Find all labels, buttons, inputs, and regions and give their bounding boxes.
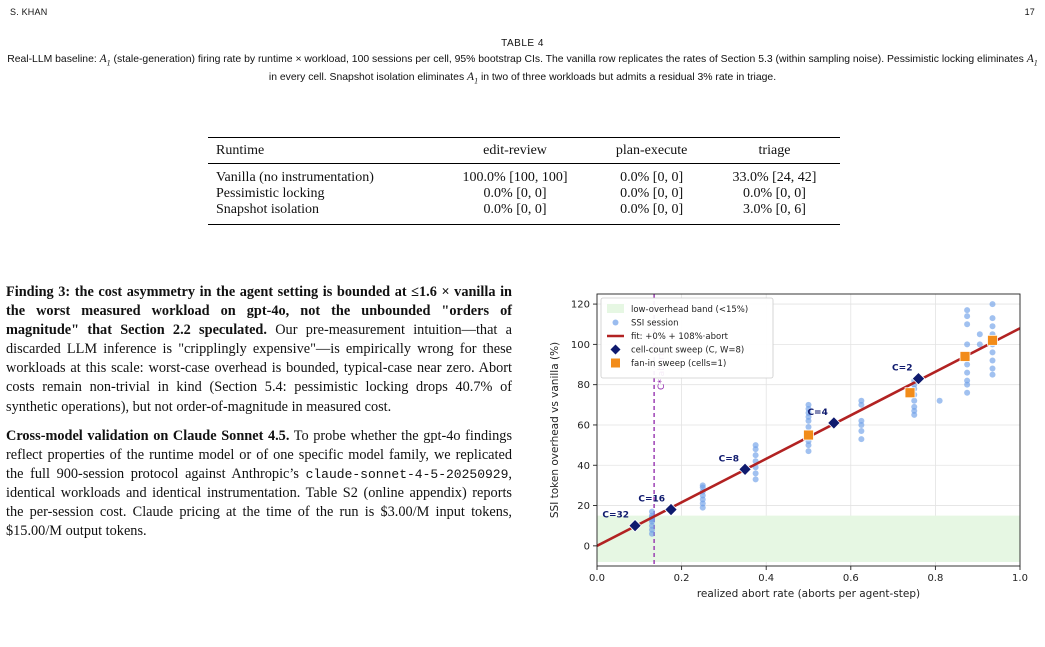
- finding-text: Our pre-measurement intuition—that a discarded LLM inference is "cripplingly expensive"—is empirically wrong for these workloads at this scale: worst-case overhead is bounded, typical-case near zero. Abort costs remain non-trivial in kind (Section 5.4: pessimistic locking drops 40.7% of synthetic operations), but not order-of-magnitude in measured cost.: [6, 322, 512, 415]
- legend: [601, 298, 773, 378]
- caption-part-1: Real-LLM baseline:: [7, 54, 100, 65]
- caption-part-2: (stale-generation) firing rate by runtime × workload, 100 sessions per cell, 95% bootstrap CIs. The vanilla row replicates the rates of Section 5.3 (within sampling noise). Pessimistic locking eliminates: [110, 54, 1027, 65]
- ssi-session-point: [937, 398, 943, 404]
- finding-title: Finding 3: the cost asymmetry in the agent setting is bounded at ≤1.6 × vanilla in the worst measured workload on gpt-4o, not the unbounded "orders of magnitude" that Section 2.2 speculated.: [6, 284, 512, 339]
- y-tick-label: 100: [570, 339, 590, 351]
- column-header-edit-review: edit-review: [483, 143, 547, 158]
- x-tick-label: 0.8: [927, 573, 944, 584]
- abort-overhead-figure: [545, 284, 1035, 614]
- ssi-session-point: [858, 398, 864, 404]
- caption-part-3: in every cell. Snapshot isolation eliminates: [268, 72, 468, 84]
- y-tick-label: 120: [570, 299, 590, 311]
- ssi-session-point: [858, 428, 864, 434]
- ssi-session-point: [753, 476, 759, 482]
- page-number: 17: [1024, 7, 1035, 17]
- ssi-session-point: [753, 452, 759, 458]
- fan-in-marker: [960, 351, 970, 361]
- finding-paragraph: [6, 283, 512, 417]
- table-cell: Pessimistic locking: [216, 186, 325, 201]
- table-cell: 33.0% [24, 42]: [732, 170, 817, 185]
- cell-count-label: C=2: [892, 363, 913, 374]
- cross-model-text-2: , identical workloads and identical instrumentation. Table S2 (online appendix) reports the per-session cost. Claude pricing at the time of the run is $3.00/M input tokens, $15.00/M output tokens.: [6, 465, 512, 540]
- ssi-session-point: [964, 362, 970, 368]
- table-cell: 0.0% [0, 0]: [620, 186, 684, 201]
- cross-model-text-1: To probe whether the gpt-4o findings reflect properties of the runtime model or of one specific model family, we replicated the full 900-session protocol against Anthropic’s: [6, 427, 513, 482]
- legend-label: fit: +0% + 108%·abort: [631, 332, 729, 342]
- cell-count-label: C=16: [638, 494, 666, 505]
- legend-band-swatch: [607, 304, 624, 313]
- table-header-row: [208, 138, 840, 164]
- ssi-session-point: [964, 341, 970, 347]
- x-tick-label: 0.4: [758, 573, 775, 584]
- ssi-session-point: [806, 424, 812, 430]
- ssi-session-point: [964, 307, 970, 313]
- model-identifier: claude-sonnet-4-5-20250929: [305, 466, 509, 482]
- fan-in-marker: [804, 430, 814, 440]
- ssi-session-point: [964, 321, 970, 327]
- table-cell: 3.0% [0, 6]: [742, 202, 806, 217]
- low-overhead-band: [597, 516, 1020, 562]
- running-head-author: S. KHAN: [10, 7, 48, 17]
- x-tick-label: 0.0: [589, 573, 605, 584]
- ssi-session-point: [964, 390, 970, 396]
- ssi-session-point: [806, 402, 812, 408]
- running-head: [10, 7, 1035, 19]
- ssi-session-point: [700, 482, 706, 488]
- x-tick-label: 1.0: [1012, 573, 1028, 584]
- legend-label: low-overhead band (<15%): [631, 305, 749, 315]
- ssi-session-point: [753, 442, 759, 448]
- table-cell: 0.0% [0, 0]: [742, 186, 806, 201]
- y-tick-label: 40: [577, 460, 590, 472]
- table-cell: 0.0% [0, 0]: [483, 186, 547, 201]
- scatter-chart: [545, 284, 1035, 614]
- table-cell: Vanilla (no instrumentation): [216, 170, 374, 185]
- ssi-session-point: [990, 349, 996, 355]
- fan-in-marker: [988, 335, 998, 345]
- ssi-session-point: [964, 378, 970, 384]
- table-cell: 0.0% [0, 0]: [620, 170, 684, 185]
- table-row: [208, 202, 840, 225]
- caption-a1-3: $A_1$: [467, 71, 479, 86]
- table-cell: 0.0% [0, 0]: [620, 202, 684, 217]
- legend-label: fan-in sweep (cells=1): [631, 359, 727, 369]
- table-cell: 0.0% [0, 0]: [483, 202, 547, 217]
- caption-a1-1: $A_1$: [99, 53, 111, 68]
- ssi-session-point: [806, 448, 812, 454]
- results-table: [208, 137, 840, 225]
- table-cell: 100.0% [100, 100]: [462, 170, 568, 185]
- table-row: [208, 164, 840, 187]
- table-cell: Snapshot isolation: [216, 202, 320, 217]
- ssi-session-point: [911, 404, 917, 410]
- table-caption: [6, 52, 1039, 89]
- legend-fanin-swatch: [611, 359, 620, 368]
- ssi-session-point: [964, 370, 970, 376]
- cell-count-label: C=4: [807, 407, 828, 418]
- cross-model-title: Cross-model validation on Claude Sonnet 4.5.: [6, 427, 290, 444]
- y-tick-label: 20: [577, 501, 590, 513]
- y-axis-label: SSI token overhead vs vanilla (%): [549, 341, 561, 519]
- x-tick-label: 0.2: [673, 573, 690, 584]
- ssi-session-point: [858, 436, 864, 442]
- table-label: TABLE 4: [501, 38, 544, 49]
- ssi-session-point: [990, 366, 996, 372]
- table-row: [208, 186, 840, 202]
- column-header-runtime: Runtime: [216, 143, 265, 158]
- y-tick-label: 60: [577, 420, 590, 432]
- ssi-session-point: [858, 418, 864, 424]
- x-axis-label: realized abort rate (aborts per agent-step): [696, 588, 921, 600]
- ssi-session-point: [990, 357, 996, 363]
- ssi-session-point: [990, 301, 996, 307]
- column-header-plan-execute: plan-execute: [615, 143, 688, 158]
- y-tick-label: 0: [583, 541, 590, 553]
- legend-label: SSI session: [631, 318, 679, 329]
- ssi-session-point: [977, 331, 983, 337]
- ssi-session-point: [990, 315, 996, 321]
- ssi-session-point: [990, 372, 996, 378]
- body-text: [6, 283, 512, 551]
- legend-label: cell-count sweep (C, W=8): [631, 345, 745, 356]
- legend-session-swatch: [613, 320, 619, 326]
- cell-count-label: C=8: [718, 454, 740, 465]
- ssi-session-point: [990, 323, 996, 329]
- ssi-session-point: [753, 470, 759, 476]
- caption-part-4: in two of three workloads but admits a residual 3% rate in triage.: [478, 72, 777, 84]
- ssi-session-point: [964, 313, 970, 319]
- fan-in-marker: [905, 388, 915, 398]
- y-tick-label: 80: [577, 380, 590, 392]
- caption-a1-2: $A_1$: [1026, 53, 1038, 68]
- ssi-session-point: [649, 509, 655, 515]
- cell-count-label: C=32: [602, 510, 630, 521]
- column-header-triage: triage: [758, 143, 791, 158]
- x-tick-label: 0.6: [842, 573, 859, 584]
- cross-model-paragraph: [6, 427, 512, 542]
- ssi-session-point: [911, 398, 917, 404]
